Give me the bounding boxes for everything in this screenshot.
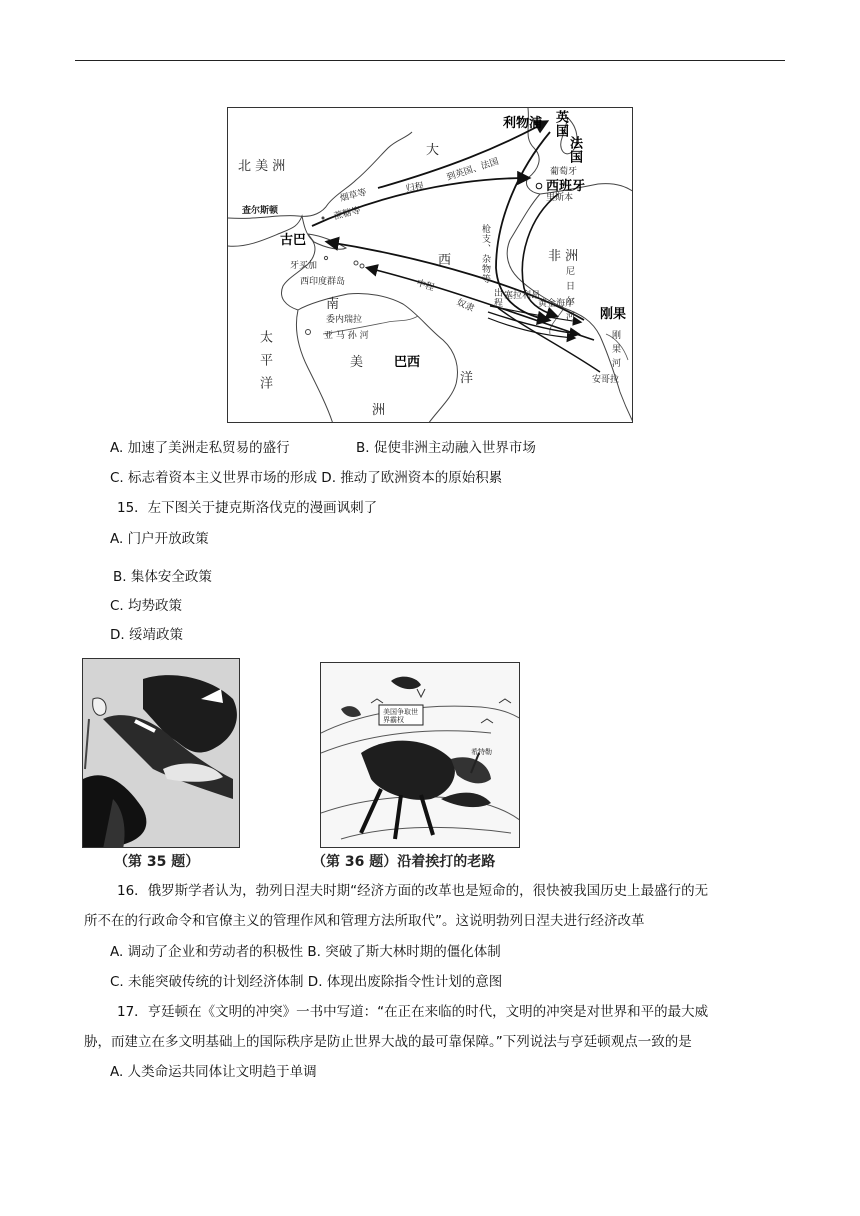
q17-option-a: A. 人类命运共同体让文明趋于单调 bbox=[110, 1064, 317, 1080]
cuba-island bbox=[308, 234, 346, 249]
q14-option-a: A. 加速了美洲走私贸易的盛行 bbox=[110, 440, 290, 456]
label-congo-river: 刚果河 bbox=[610, 330, 620, 372]
q17-stem-line1: 17．亨廷顿在《文明的冲突》一书中写道：“在正在来临的时代，文明的冲突是对世界和平的最大威 bbox=[117, 1004, 709, 1020]
triangle-trade-map bbox=[227, 107, 633, 423]
cartoon-left-drawing bbox=[83, 659, 240, 848]
label-mei: 美 bbox=[350, 355, 364, 370]
label-angola: 安哥拉 bbox=[592, 375, 620, 385]
label-pacific: 太平洋 bbox=[257, 330, 272, 399]
label-sierra-leone: 塞拉利昂 bbox=[504, 291, 541, 301]
label-charleston: 查尔斯顿 bbox=[242, 206, 279, 216]
q16-options-ab: A. 调动了企业和劳动者的积极性 B. 突破了斯大林时期的僵化体制 bbox=[110, 944, 501, 960]
label-africa: 非 洲 bbox=[548, 249, 579, 264]
top-rule bbox=[75, 60, 785, 61]
q15-option-c: C. 均势政策 bbox=[110, 598, 183, 614]
label-north-america: 北 美 洲 bbox=[238, 159, 286, 174]
q16-options-cd: C. 未能突破传统的计划经济体制 D. 体现出废除指令性计划的意图 bbox=[110, 974, 503, 990]
label-amazon: 亚 马 孙 河 bbox=[324, 331, 369, 341]
label-lisbon: 里斯本 bbox=[546, 193, 574, 203]
label-outbound: 出程 bbox=[492, 288, 502, 308]
q14-option-b: B. 促使非洲主动融入世界市场 bbox=[356, 440, 536, 456]
cartoon-czechoslovakia bbox=[82, 658, 240, 848]
cartoon-right-caption: （第 36 题）沿着挨打的老路 bbox=[312, 854, 496, 870]
cartoon-left-caption: （第 35 题） bbox=[114, 854, 200, 870]
q16-stem-line1: 16．俄罗斯学者认为，勃列日涅夫时期“经济方面的改革也是短命的，很快被我国历史上最盛行的无 bbox=[117, 883, 709, 899]
label-slaves: 奴隶 bbox=[454, 297, 476, 315]
south-america-west bbox=[296, 310, 333, 423]
label-france: 法国 bbox=[567, 136, 582, 164]
q15-stem: 15．左下图关于捷克斯洛伐克的漫画讽刺了 bbox=[117, 500, 378, 516]
label-brazil: 巴西 bbox=[394, 355, 421, 370]
q15-option-b: B. 集体安全政策 bbox=[113, 569, 212, 585]
label-goods: 枪支、杂物等 bbox=[480, 224, 490, 284]
label-sugar: 蔗糖等 bbox=[333, 205, 362, 223]
q14-option-cd: C. 标志着资本主义世界市场的形成 D. 推动了欧洲资本的原始积累 bbox=[110, 470, 503, 486]
label-spain: 西班牙 bbox=[546, 179, 586, 194]
label-middle-passage: 中程 bbox=[415, 278, 436, 294]
label-britain: 英国 bbox=[553, 110, 568, 138]
label-west-indies: 西印度群岛 bbox=[300, 277, 346, 287]
label-xi: 西 bbox=[438, 253, 452, 268]
q15-option-a: A. 门户开放政策 bbox=[110, 531, 209, 547]
label-congo: 刚果 bbox=[600, 307, 627, 322]
label-to-britain-france: 到英国、法国 bbox=[445, 156, 501, 184]
label-zhou: 洲 bbox=[372, 403, 386, 418]
label-return-leg: 归程 bbox=[405, 181, 425, 195]
label-liverpool: 利物浦 bbox=[503, 116, 543, 131]
q15-option-d: D. 绥靖政策 bbox=[110, 627, 183, 643]
label-venezuela: 委内瑞拉 bbox=[326, 315, 363, 325]
label-tobacco: 烟草等 bbox=[339, 187, 368, 205]
label-yang: 洋 bbox=[460, 371, 474, 386]
cartoon-old-road bbox=[320, 662, 520, 848]
cartoon-right-banner: 美国争取世界霸权 bbox=[383, 708, 418, 724]
q16-stem-line2: 所不在的行政命令和官僚主义的管理作风和管理方法所取代”。这说明勃列日涅夫进行经济改革 bbox=[84, 913, 645, 929]
label-portugal: 葡萄牙 bbox=[550, 167, 578, 177]
label-cuba: 古巴 bbox=[280, 233, 307, 248]
label-gold-coast: 黄金海岸 bbox=[538, 299, 575, 309]
label-da: 大 bbox=[426, 143, 440, 158]
q17-stem-line2: 胁，而建立在多文明基础上的国际秩序是防止世界大战的最可靠保障。”下列说法与亨廷顿观点一致的是 bbox=[84, 1034, 692, 1050]
label-jamaica: 牙买加 bbox=[290, 261, 318, 271]
label-niger: 尼日尔河 bbox=[564, 266, 574, 326]
cartoon-right-name: 希特勒 bbox=[471, 748, 492, 756]
label-nan: 南 bbox=[326, 297, 340, 312]
